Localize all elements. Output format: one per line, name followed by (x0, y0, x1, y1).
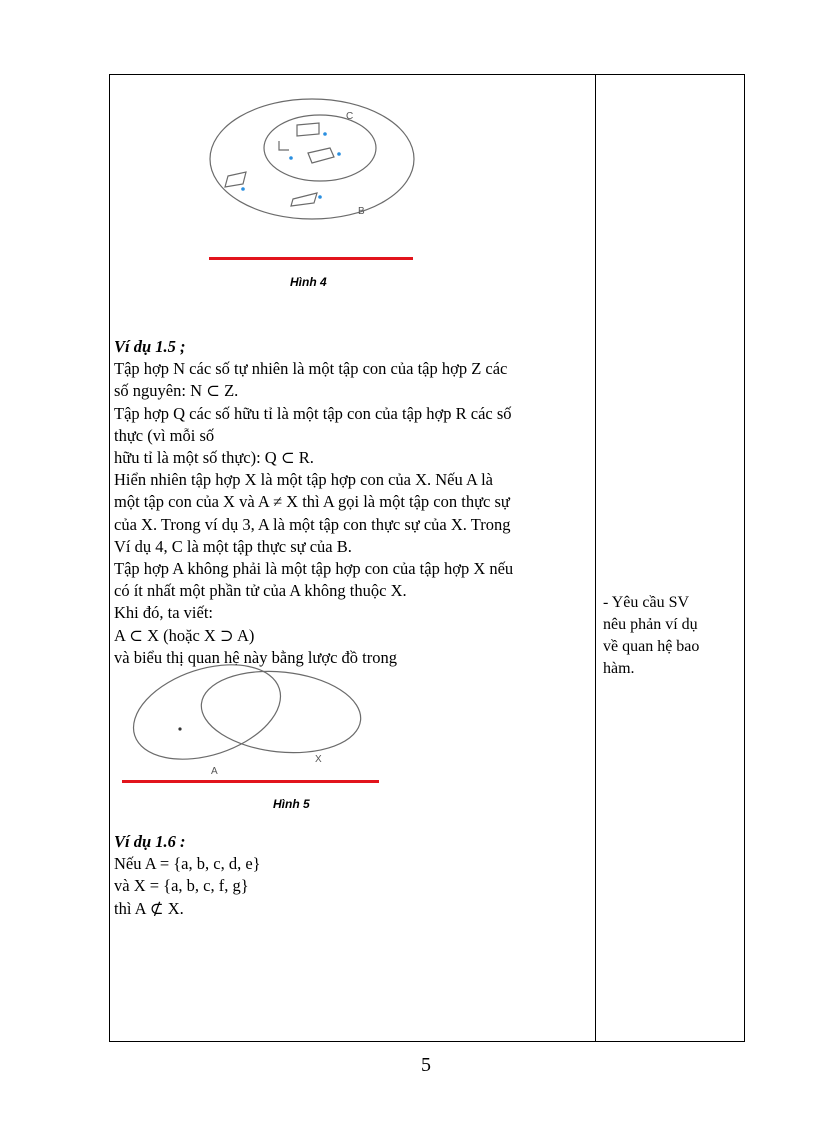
example-1-5-heading: Ví dụ 1.5 ; (114, 337, 186, 356)
figure-5-caption: Hình 5 (273, 797, 310, 811)
text-line: thì A ⊄ X. (114, 898, 184, 918)
shape-4 (225, 172, 246, 187)
label-b: B (358, 206, 365, 217)
figure-5-red-line (122, 780, 379, 783)
label-c: C (346, 111, 354, 122)
text-line: một tập con của X và A ≠ X thì A gọi là một tập con thực sự (114, 492, 510, 512)
text-line: có ít nhất một phần tử của A không thuộc X. (114, 581, 407, 601)
set-x-ellipse (197, 664, 364, 760)
text-line: Ví dụ 4, C là một tập thực sự của B. (114, 536, 352, 556)
text-line: của X. Trong ví dụ 3, A là một tập con thực sự của X. Trong (114, 514, 511, 534)
shape-5 (291, 193, 317, 206)
text-line: thực (vì mỗi số (114, 425, 215, 445)
text-line: Tập hợp A không phải là một tập hợp con của tập hợp X nếu (114, 559, 514, 579)
text-line: hữu tỉ là một số thực): Q ⊂ R. (114, 448, 314, 468)
set-c-ellipse (264, 115, 376, 181)
column-divider (595, 74, 596, 1042)
set-a-ellipse (125, 660, 293, 776)
right-column-note (603, 592, 741, 680)
shape-2 (308, 148, 334, 163)
figure-4-caption: Hình 4 (290, 275, 327, 289)
text-line: và biểu thị quan hệ này bằng lược đồ trong (114, 647, 397, 667)
label-a: A (211, 766, 218, 777)
note-line: hàm. (603, 660, 635, 677)
page-number: 5 (421, 1054, 431, 1076)
example-1-6 (114, 831, 590, 920)
note-line: - Yêu cầu SV (603, 594, 690, 611)
figure-5-diagram (125, 660, 365, 780)
text-line: Tập hợp N các số tự nhiên là một tập con của tập hợp Z các (114, 359, 508, 379)
text-line: số nguyên: N ⊂ Z. (114, 381, 239, 401)
figure-4-diagram (200, 90, 430, 240)
text-line: A ⊂ X (hoặc X ⊃ A) (114, 625, 255, 645)
example-1-5 (114, 336, 590, 669)
figure-4-red-line (209, 257, 413, 260)
example-1-6-heading: Ví dụ 1.6 : (114, 832, 186, 851)
shape-1 (297, 123, 319, 136)
text-line: Nếu A = {a, b, c, d, e} (114, 854, 261, 874)
label-x: X (315, 754, 322, 765)
text-line: Tập hợp Q các số hữu tỉ là một tập con của tập hợp R các số (114, 403, 512, 423)
text-line: và X = {a, b, c, f, g} (114, 876, 249, 896)
shape-3 (279, 141, 289, 150)
set-b-ellipse (210, 99, 414, 219)
note-line: về quan hệ bao (603, 638, 700, 655)
text-line: Hiển nhiên tập hợp X là một tập hợp con của X. Nếu A là (114, 470, 493, 490)
note-line: nêu phản ví dụ (603, 616, 698, 633)
text-line: Khi đó, ta viết: (114, 603, 213, 623)
